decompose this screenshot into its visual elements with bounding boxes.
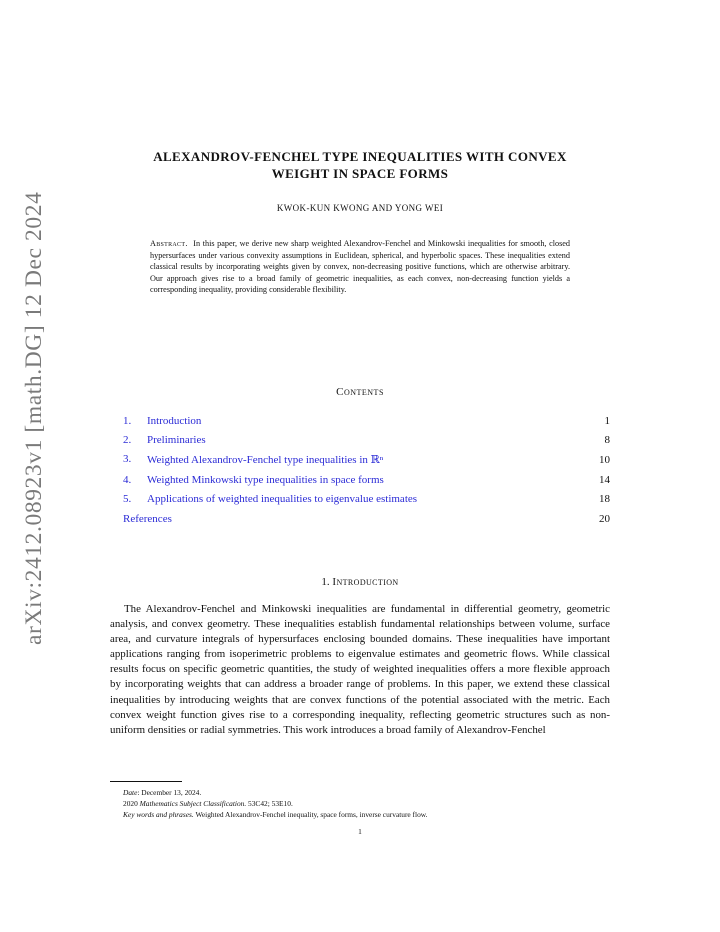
contents-heading: Contents xyxy=(336,386,384,398)
toc-entry[interactable] xyxy=(123,450,610,470)
introduction-paragraph: The Alexandrov-Fenchel and Minkowski inequalities are fundamental in differential geometry, geometric analysis, and convex geometry. These inequalities establish fundamental relationships between volume, surface area, and curvature integrals of hypersurfaces enclosing bounded domains. These inequalities have important applications ranging from isoperimetric problems to eigenvalue estimates and geometric flows. While classical results focus on specific geometric quantities, the study of weighted inequalities offers a more flexible approach by incorporating weights that can address a broader range of problems. In this paper, we extend these classical inequalities by introducing weights that are convex functions of the potential associated with the metric. Each convex weight function gives rise to a corresponding inequality, reflecting geometric structures such as non-uniform densities or radial symmetries. This work introduces a broad family of Alexandrov-Fenchel xyxy=(110,603,610,736)
toc-link[interactable] xyxy=(123,453,383,466)
section-title: Introduction xyxy=(332,576,399,588)
toc-page: 8 xyxy=(604,434,610,447)
toc-page: 18 xyxy=(599,493,610,506)
footnote-rule xyxy=(110,781,182,782)
footnote-msc xyxy=(123,798,613,809)
toc-number: 3. xyxy=(123,453,132,466)
toc-entry[interactable] xyxy=(123,411,610,431)
toc-link[interactable] xyxy=(123,434,206,446)
toc-title: Weighted Alexandrov-Fenchel type inequalities in ℝⁿ xyxy=(147,454,384,467)
title-line-2: WEIGHT IN SPACE FORMS xyxy=(271,166,449,181)
toc-entry[interactable] xyxy=(123,489,610,509)
footnote-msc-value: 53C42; 53E10. xyxy=(246,799,293,809)
page-number: 1 xyxy=(358,827,362,836)
footnote-keywords-label: Key words and phrases. xyxy=(123,810,194,820)
author-list: KWOK-KUN KWONG AND YONG WEI xyxy=(276,203,444,213)
toc-number: 4. xyxy=(123,473,132,486)
toc-entry[interactable] xyxy=(123,470,610,490)
footnotes xyxy=(123,787,613,821)
paper-title xyxy=(110,148,610,182)
toc-link[interactable] xyxy=(123,415,201,427)
toc-number: 1. xyxy=(123,414,132,427)
toc-number: 5. xyxy=(123,493,132,506)
footnote-date xyxy=(123,787,613,798)
toc-link[interactable] xyxy=(123,474,384,486)
toc-title: Weighted Minkowski type inequalities in space forms xyxy=(147,473,384,486)
toc-title: Applications of weighted inequalities to eigenvalue estimates xyxy=(147,493,418,506)
toc-title: Introduction xyxy=(147,414,202,427)
toc-page: 14 xyxy=(599,473,610,486)
toc-page: 10 xyxy=(599,453,610,466)
footnote-keywords-value: Weighted Alexandrov-Fenchel inequality, space forms, inverse curvature flow. xyxy=(193,810,428,820)
footnote-date-label: Date xyxy=(123,788,138,797)
section-number: 1. xyxy=(321,576,330,588)
toc-link[interactable] xyxy=(123,513,172,525)
footnote-date-value: : December 13, 2024. xyxy=(137,788,202,797)
footnote-keywords xyxy=(123,809,613,820)
toc-entry[interactable] xyxy=(123,431,610,451)
toc-entry[interactable] xyxy=(123,509,610,529)
toc-link[interactable] xyxy=(123,493,417,505)
abstract xyxy=(150,238,570,296)
toc-number: 2. xyxy=(123,434,132,447)
abstract-label: Abstract. xyxy=(150,239,188,248)
toc-page: 1 xyxy=(604,414,610,427)
abstract-text: In this paper, we derive new sharp weighted Alexandrov-Fenchel and Minkowski inequalities for smooth, closed hypersurfaces under various convexity assumptions in Euclidean, spherical, and hyperbolic spaces. These inequalities extend classical results by incorporating weights given by convex, non-decreasing positive functions, which are otherwise arbitrary. Our approach gives rise to a broad family of geometric inequalities, as each convex, non-decreasing function yields a corresponding inequality, providing considerable flexibility. xyxy=(150,239,570,294)
toc-page: 20 xyxy=(599,512,610,525)
arxiv-identifier-stamp: arXiv:2412.08923v1 [math.DG] 12 Dec 2024 xyxy=(21,191,47,645)
section-heading xyxy=(110,576,610,588)
toc-title: References xyxy=(123,512,172,525)
toc-title: Preliminaries xyxy=(147,434,206,447)
table-of-contents xyxy=(123,411,610,529)
footnote-msc-prefix: 2020 xyxy=(123,799,140,809)
title-line-1: ALEXANDROV-FENCHEL TYPE INEQUALITIES WITH CONVEX xyxy=(153,149,567,164)
footnote-msc-label: Mathematics Subject Classification. xyxy=(139,799,247,809)
